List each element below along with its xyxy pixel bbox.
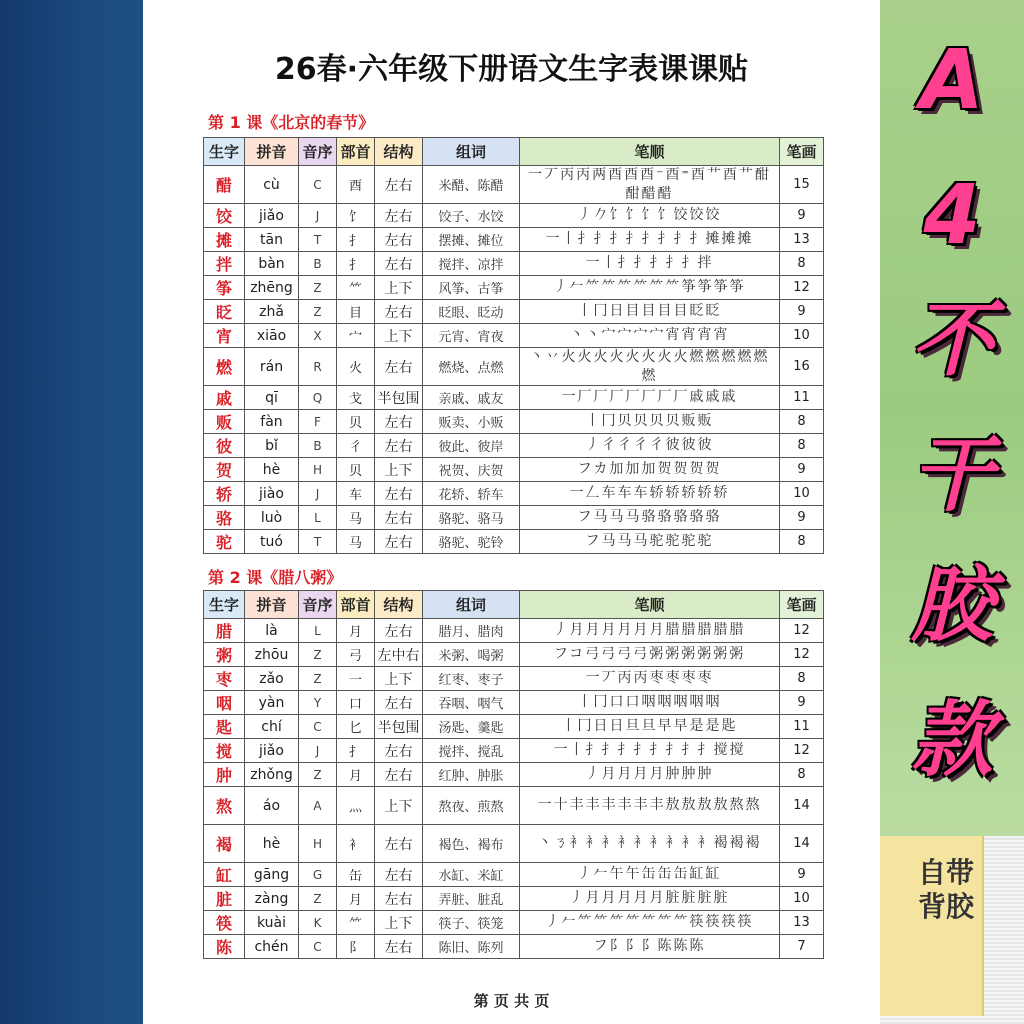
structure-cell: 半包围 bbox=[375, 715, 423, 739]
strokes-cell: 一厂厂厂厂厂厂厂戚戚戚 bbox=[520, 386, 780, 410]
table-row bbox=[204, 619, 824, 643]
count-cell: 10 bbox=[780, 482, 824, 506]
words-cell: 燃烧、点燃 bbox=[423, 348, 520, 386]
table-row bbox=[204, 911, 824, 935]
char-cell: 枣 bbox=[204, 667, 245, 691]
order-cell: Y bbox=[299, 691, 337, 715]
strokes-cell: フ马马马驼驼驼驼 bbox=[520, 530, 780, 554]
order-cell: G bbox=[299, 863, 337, 887]
header-pinyin: 拼音 bbox=[245, 591, 299, 619]
strokes-cell: 一丨扌扌扌扌扌扌扌扌摊摊摊 bbox=[520, 228, 780, 252]
words-cell: 祝贺、庆贺 bbox=[423, 458, 520, 482]
structure-cell: 左右 bbox=[375, 887, 423, 911]
order-cell: X bbox=[299, 324, 337, 348]
pinyin-cell: zhǎ bbox=[245, 300, 299, 324]
order-cell: C bbox=[299, 935, 337, 959]
pinyin-cell: hè bbox=[245, 825, 299, 863]
left-background-band bbox=[0, 0, 143, 1024]
count-cell: 9 bbox=[780, 691, 824, 715]
char-cell: 咽 bbox=[204, 691, 245, 715]
header-radical: 部首 bbox=[337, 138, 375, 166]
order-cell: B bbox=[299, 252, 337, 276]
char-cell: 拌 bbox=[204, 252, 245, 276]
words-cell: 米醋、陈醋 bbox=[423, 166, 520, 204]
char-cell: 熬 bbox=[204, 787, 245, 825]
strokes-cell: 丿月月月月月脏脏脏脏 bbox=[520, 887, 780, 911]
pinyin-cell: zhǒng bbox=[245, 763, 299, 787]
strokes-cell: 丶丶宀宀宀宀宵宵宵宵 bbox=[520, 324, 780, 348]
header-words: 组词 bbox=[423, 591, 520, 619]
count-cell: 14 bbox=[780, 825, 824, 863]
order-cell: J bbox=[299, 739, 337, 763]
radical-cell: 戈 bbox=[337, 386, 375, 410]
words-cell: 摆摊、摊位 bbox=[423, 228, 520, 252]
radical-cell: 马 bbox=[337, 530, 375, 554]
pinyin-cell: áo bbox=[245, 787, 299, 825]
radical-cell: 贝 bbox=[337, 458, 375, 482]
header-char: 生字 bbox=[204, 591, 245, 619]
char-cell: 筷 bbox=[204, 911, 245, 935]
banner-char-3: 不 bbox=[911, 293, 993, 388]
table-row bbox=[204, 348, 824, 386]
radical-cell: ⺮ bbox=[337, 276, 375, 300]
strokes-cell: 丿月月月月月月腊腊腊腊腊 bbox=[520, 619, 780, 643]
strokes-cell: フ阝阝阝陈陈陈 bbox=[520, 935, 780, 959]
char-cell: 匙 bbox=[204, 715, 245, 739]
count-cell: 15 bbox=[780, 166, 824, 204]
order-cell: F bbox=[299, 410, 337, 434]
strokes-cell: 丿𠂉⺮⺮⺮⺮⺮⺮⺮筷筷筷筷 bbox=[520, 911, 780, 935]
char-cell: 陈 bbox=[204, 935, 245, 959]
page-footer: 第 页 共 页 bbox=[473, 992, 550, 1010]
table-row bbox=[204, 887, 824, 911]
structure-cell: 上下 bbox=[375, 911, 423, 935]
structure-cell: 上下 bbox=[375, 324, 423, 348]
radical-cell: ⺮ bbox=[337, 911, 375, 935]
count-cell: 9 bbox=[780, 863, 824, 887]
radical-cell: 酉 bbox=[337, 166, 375, 204]
pinyin-cell: zhōu bbox=[245, 643, 299, 667]
structure-cell: 左右 bbox=[375, 166, 423, 204]
order-cell: L bbox=[299, 506, 337, 530]
table-header-row bbox=[204, 138, 824, 166]
words-cell: 筷子、筷笼 bbox=[423, 911, 520, 935]
order-cell: H bbox=[299, 458, 337, 482]
table-row bbox=[204, 935, 824, 959]
radical-cell: 扌 bbox=[337, 228, 375, 252]
words-cell: 风筝、古筝 bbox=[423, 276, 520, 300]
count-cell: 11 bbox=[780, 386, 824, 410]
strokes-cell: 丨冂贝贝贝贝贩贩 bbox=[520, 410, 780, 434]
words-cell: 骆驼、骆马 bbox=[423, 506, 520, 530]
count-cell: 9 bbox=[780, 506, 824, 530]
pinyin-cell: jiǎo bbox=[245, 204, 299, 228]
table-row bbox=[204, 434, 824, 458]
char-cell: 脏 bbox=[204, 887, 245, 911]
header-order: 音序 bbox=[299, 591, 337, 619]
radical-cell: 火 bbox=[337, 348, 375, 386]
radical-cell: 扌 bbox=[337, 252, 375, 276]
char-cell: 戚 bbox=[204, 386, 245, 410]
count-cell: 8 bbox=[780, 530, 824, 554]
structure-cell: 左右 bbox=[375, 506, 423, 530]
table-row bbox=[204, 787, 824, 825]
words-cell: 红枣、枣子 bbox=[423, 667, 520, 691]
pinyin-cell: cù bbox=[245, 166, 299, 204]
pinyin-cell: tuó bbox=[245, 530, 299, 554]
order-cell: Z bbox=[299, 763, 337, 787]
order-cell: L bbox=[299, 619, 337, 643]
radical-cell: 口 bbox=[337, 691, 375, 715]
char-cell: 彼 bbox=[204, 434, 245, 458]
strokes-cell: 丿𠂉⺮⺮⺮⺮⺮⺮筝筝筝筝 bbox=[520, 276, 780, 300]
pinyin-cell: hè bbox=[245, 458, 299, 482]
header-count: 笔画 bbox=[780, 591, 824, 619]
order-cell: J bbox=[299, 204, 337, 228]
words-cell: 元宵、宵夜 bbox=[423, 324, 520, 348]
strokes-cell: 丿彳彳彳彳彼彼彼 bbox=[520, 434, 780, 458]
words-cell: 饺子、水饺 bbox=[423, 204, 520, 228]
lesson-1-title: 第 1 课《北京的春节》 bbox=[208, 113, 375, 132]
table-row bbox=[204, 276, 824, 300]
radical-cell: 宀 bbox=[337, 324, 375, 348]
count-cell: 10 bbox=[780, 324, 824, 348]
pinyin-cell: bàn bbox=[245, 252, 299, 276]
char-cell: 肿 bbox=[204, 763, 245, 787]
order-cell: C bbox=[299, 715, 337, 739]
words-cell: 搅拌、凉拌 bbox=[423, 252, 520, 276]
tag-line-1: 自带 bbox=[917, 856, 974, 889]
pinyin-cell: xiāo bbox=[245, 324, 299, 348]
table-row bbox=[204, 643, 824, 667]
char-cell: 贩 bbox=[204, 410, 245, 434]
char-cell: 醋 bbox=[204, 166, 245, 204]
header-count: 笔画 bbox=[780, 138, 824, 166]
pinyin-cell: zhēng bbox=[245, 276, 299, 300]
strokes-cell: フ马马马骆骆骆骆骆 bbox=[520, 506, 780, 530]
header-words: 组词 bbox=[423, 138, 520, 166]
char-cell: 搅 bbox=[204, 739, 245, 763]
structure-cell: 左右 bbox=[375, 739, 423, 763]
pinyin-cell: jiào bbox=[245, 482, 299, 506]
strokes-cell: 丿𠂊饣饣饣饣饺饺饺 bbox=[520, 204, 780, 228]
table-row bbox=[204, 863, 824, 887]
order-cell: A bbox=[299, 787, 337, 825]
strokes-cell: 一丨扌扌扌扌扌扌扌扌搅搅 bbox=[520, 739, 780, 763]
structure-cell: 上下 bbox=[375, 667, 423, 691]
structure-cell: 左右 bbox=[375, 935, 423, 959]
order-cell: Z bbox=[299, 667, 337, 691]
char-cell: 褐 bbox=[204, 825, 245, 863]
banner-char-4: 干 bbox=[911, 428, 993, 523]
strokes-cell: 一十丰丰丰丰丰丰敖敖敖敖熬熬 bbox=[520, 787, 780, 825]
order-cell: J bbox=[299, 482, 337, 506]
strokes-cell: 丶ㄋ衤衤衤衤衤衤衤衤衤褐褐褐 bbox=[520, 825, 780, 863]
char-cell: 缸 bbox=[204, 863, 245, 887]
count-cell: 12 bbox=[780, 739, 824, 763]
table-row bbox=[204, 530, 824, 554]
order-cell: Z bbox=[299, 300, 337, 324]
order-cell: K bbox=[299, 911, 337, 935]
pinyin-cell: bǐ bbox=[245, 434, 299, 458]
count-cell: 8 bbox=[780, 763, 824, 787]
count-cell: 13 bbox=[780, 228, 824, 252]
banner-char-2: 4 bbox=[923, 168, 981, 263]
words-cell: 花轿、轿车 bbox=[423, 482, 520, 506]
table-row bbox=[204, 228, 824, 252]
pinyin-cell: là bbox=[245, 619, 299, 643]
strokes-cell: 一丨扌扌扌扌扌拌 bbox=[520, 252, 780, 276]
radical-cell: 匕 bbox=[337, 715, 375, 739]
order-cell: Q bbox=[299, 386, 337, 410]
strokes-cell: 丿月月月月肿肿肿 bbox=[520, 763, 780, 787]
count-cell: 12 bbox=[780, 643, 824, 667]
char-cell: 饺 bbox=[204, 204, 245, 228]
structure-cell: 左右 bbox=[375, 300, 423, 324]
header-structure: 结构 bbox=[375, 591, 423, 619]
words-cell: 彼此、彼岸 bbox=[423, 434, 520, 458]
structure-cell: 左右 bbox=[375, 410, 423, 434]
structure-cell: 左右 bbox=[375, 252, 423, 276]
count-cell: 7 bbox=[780, 935, 824, 959]
strokes-cell: 丿𠂉午午缶缶缶缸缸 bbox=[520, 863, 780, 887]
structure-cell: 左右 bbox=[375, 619, 423, 643]
lesson-1-table bbox=[203, 137, 824, 554]
header-strokes: 笔顺 bbox=[520, 138, 780, 166]
order-cell: Z bbox=[299, 276, 337, 300]
header-radical: 部首 bbox=[337, 591, 375, 619]
words-cell: 亲戚、戚友 bbox=[423, 386, 520, 410]
structure-cell: 上下 bbox=[375, 276, 423, 300]
count-cell: 8 bbox=[780, 434, 824, 458]
count-cell: 10 bbox=[780, 887, 824, 911]
table-row bbox=[204, 386, 824, 410]
table-row bbox=[204, 506, 824, 530]
banner-char-5: 胶 bbox=[911, 558, 993, 653]
structure-cell: 半包围 bbox=[375, 386, 423, 410]
pinyin-cell: rán bbox=[245, 348, 299, 386]
char-cell: 贺 bbox=[204, 458, 245, 482]
radical-cell: 月 bbox=[337, 887, 375, 911]
tag-line-2: 背胶 bbox=[917, 890, 974, 923]
char-cell: 筝 bbox=[204, 276, 245, 300]
structure-cell: 左右 bbox=[375, 228, 423, 252]
words-cell: 搅拌、搅乱 bbox=[423, 739, 520, 763]
table-row bbox=[204, 667, 824, 691]
char-cell: 驼 bbox=[204, 530, 245, 554]
radical-cell: 马 bbox=[337, 506, 375, 530]
strokes-cell: 一𠃋车车车轿轿轿轿轿 bbox=[520, 482, 780, 506]
pinyin-cell: chí bbox=[245, 715, 299, 739]
radical-cell: 贝 bbox=[337, 410, 375, 434]
table-row bbox=[204, 300, 824, 324]
strokes-cell: フコ弓弓弓弓粥粥粥粥粥粥 bbox=[520, 643, 780, 667]
count-cell: 9 bbox=[780, 458, 824, 482]
char-cell: 轿 bbox=[204, 482, 245, 506]
header-char: 生字 bbox=[204, 138, 245, 166]
char-cell: 骆 bbox=[204, 506, 245, 530]
char-cell: 粥 bbox=[204, 643, 245, 667]
structure-cell: 左中右 bbox=[375, 643, 423, 667]
pinyin-cell: luò bbox=[245, 506, 299, 530]
structure-cell: 左右 bbox=[375, 825, 423, 863]
count-cell: 12 bbox=[780, 276, 824, 300]
words-cell: 弄脏、脏乱 bbox=[423, 887, 520, 911]
structure-cell: 左右 bbox=[375, 691, 423, 715]
pinyin-cell: yàn bbox=[245, 691, 299, 715]
table-row bbox=[204, 691, 824, 715]
strokes-cell: 丶丷火火火火火火火火燃燃燃燃燃燃 bbox=[520, 348, 780, 386]
table-row bbox=[204, 324, 824, 348]
count-cell: 9 bbox=[780, 204, 824, 228]
pinyin-cell: tān bbox=[245, 228, 299, 252]
pinyin-cell: jiǎo bbox=[245, 739, 299, 763]
count-cell: 13 bbox=[780, 911, 824, 935]
strokes-cell: フカ加加加贺贺贺贺 bbox=[520, 458, 780, 482]
table-header-row bbox=[204, 591, 824, 619]
radical-cell: 饣 bbox=[337, 204, 375, 228]
structure-cell: 左右 bbox=[375, 348, 423, 386]
char-cell: 摊 bbox=[204, 228, 245, 252]
radical-cell: 月 bbox=[337, 619, 375, 643]
header-structure: 结构 bbox=[375, 138, 423, 166]
table-row bbox=[204, 825, 824, 863]
words-cell: 汤匙、羹匙 bbox=[423, 715, 520, 739]
words-cell: 褐色、褐布 bbox=[423, 825, 520, 863]
char-cell: 腊 bbox=[204, 619, 245, 643]
structure-cell: 左右 bbox=[375, 863, 423, 887]
words-cell: 水缸、米缸 bbox=[423, 863, 520, 887]
table-row bbox=[204, 763, 824, 787]
radical-cell: 目 bbox=[337, 300, 375, 324]
page-title: 26春·六年级下册语文生字表课课贴 bbox=[274, 52, 749, 87]
order-cell: T bbox=[299, 228, 337, 252]
words-cell: 贩卖、小贩 bbox=[423, 410, 520, 434]
words-cell: 红肿、肿胀 bbox=[423, 763, 520, 787]
radical-cell: 缶 bbox=[337, 863, 375, 887]
order-cell: R bbox=[299, 348, 337, 386]
count-cell: 8 bbox=[780, 410, 824, 434]
table-row bbox=[204, 204, 824, 228]
words-cell: 陈旧、陈列 bbox=[423, 935, 520, 959]
structure-cell: 上下 bbox=[375, 787, 423, 825]
structure-cell: 上下 bbox=[375, 458, 423, 482]
words-cell: 腊月、腊肉 bbox=[423, 619, 520, 643]
structure-cell: 左右 bbox=[375, 763, 423, 787]
structure-cell: 左右 bbox=[375, 204, 423, 228]
words-cell: 眨眼、眨动 bbox=[423, 300, 520, 324]
structure-cell: 左右 bbox=[375, 434, 423, 458]
pinyin-cell: zǎo bbox=[245, 667, 299, 691]
order-cell: H bbox=[299, 825, 337, 863]
char-cell: 燃 bbox=[204, 348, 245, 386]
radical-cell: 彳 bbox=[337, 434, 375, 458]
order-cell: T bbox=[299, 530, 337, 554]
strokes-cell: 丨冂口口咽咽咽咽咽 bbox=[520, 691, 780, 715]
words-cell: 米粥、喝粥 bbox=[423, 643, 520, 667]
banner-char-6: 款 bbox=[911, 693, 993, 788]
count-cell: 16 bbox=[780, 348, 824, 386]
radical-cell: 月 bbox=[337, 763, 375, 787]
order-cell: C bbox=[299, 166, 337, 204]
char-cell: 眨 bbox=[204, 300, 245, 324]
radical-cell: 车 bbox=[337, 482, 375, 506]
header-order: 音序 bbox=[299, 138, 337, 166]
pinyin-cell: qī bbox=[245, 386, 299, 410]
strokes-cell: 一丆丙丙两酉酉酉⁻酉⁼酉艹酉艹酣酣醋醋 bbox=[520, 166, 780, 204]
table-row bbox=[204, 252, 824, 276]
lesson-2-table bbox=[203, 590, 824, 959]
radical-cell: 衤 bbox=[337, 825, 375, 863]
strokes-cell: 丨冂日目目目目眨眨 bbox=[520, 300, 780, 324]
pinyin-cell: kuài bbox=[245, 911, 299, 935]
count-cell: 14 bbox=[780, 787, 824, 825]
radical-cell: 灬 bbox=[337, 787, 375, 825]
table-row bbox=[204, 458, 824, 482]
count-cell: 8 bbox=[780, 252, 824, 276]
table-row bbox=[204, 166, 824, 204]
radical-cell: 弓 bbox=[337, 643, 375, 667]
pinyin-cell: fàn bbox=[245, 410, 299, 434]
words-cell: 骆驼、驼铃 bbox=[423, 530, 520, 554]
order-cell: Z bbox=[299, 643, 337, 667]
count-cell: 12 bbox=[780, 619, 824, 643]
radical-cell: 阝 bbox=[337, 935, 375, 959]
count-cell: 11 bbox=[780, 715, 824, 739]
order-cell: Z bbox=[299, 887, 337, 911]
structure-cell: 左右 bbox=[375, 530, 423, 554]
radical-cell: 一 bbox=[337, 667, 375, 691]
table-row bbox=[204, 482, 824, 506]
header-pinyin: 拼音 bbox=[245, 138, 299, 166]
char-cell: 宵 bbox=[204, 324, 245, 348]
strokes-cell: 一丆丙丙枣枣枣枣 bbox=[520, 667, 780, 691]
table-row bbox=[204, 410, 824, 434]
lesson-2-title: 第 2 课《腊八粥》 bbox=[208, 568, 343, 587]
pinyin-cell: gāng bbox=[245, 863, 299, 887]
count-cell: 9 bbox=[780, 300, 824, 324]
words-cell: 吞咽、咽气 bbox=[423, 691, 520, 715]
radical-cell: 扌 bbox=[337, 739, 375, 763]
structure-cell: 左右 bbox=[375, 482, 423, 506]
count-cell: 8 bbox=[780, 667, 824, 691]
order-cell: B bbox=[299, 434, 337, 458]
strokes-cell: 丨冂日日旦旦早早是是匙 bbox=[520, 715, 780, 739]
banner-char-1: A bbox=[920, 33, 984, 128]
table-row bbox=[204, 715, 824, 739]
pinyin-cell: chén bbox=[245, 935, 299, 959]
header-strokes: 笔顺 bbox=[520, 591, 780, 619]
words-cell: 熬夜、煎熬 bbox=[423, 787, 520, 825]
table-row bbox=[204, 739, 824, 763]
pinyin-cell: zàng bbox=[245, 887, 299, 911]
